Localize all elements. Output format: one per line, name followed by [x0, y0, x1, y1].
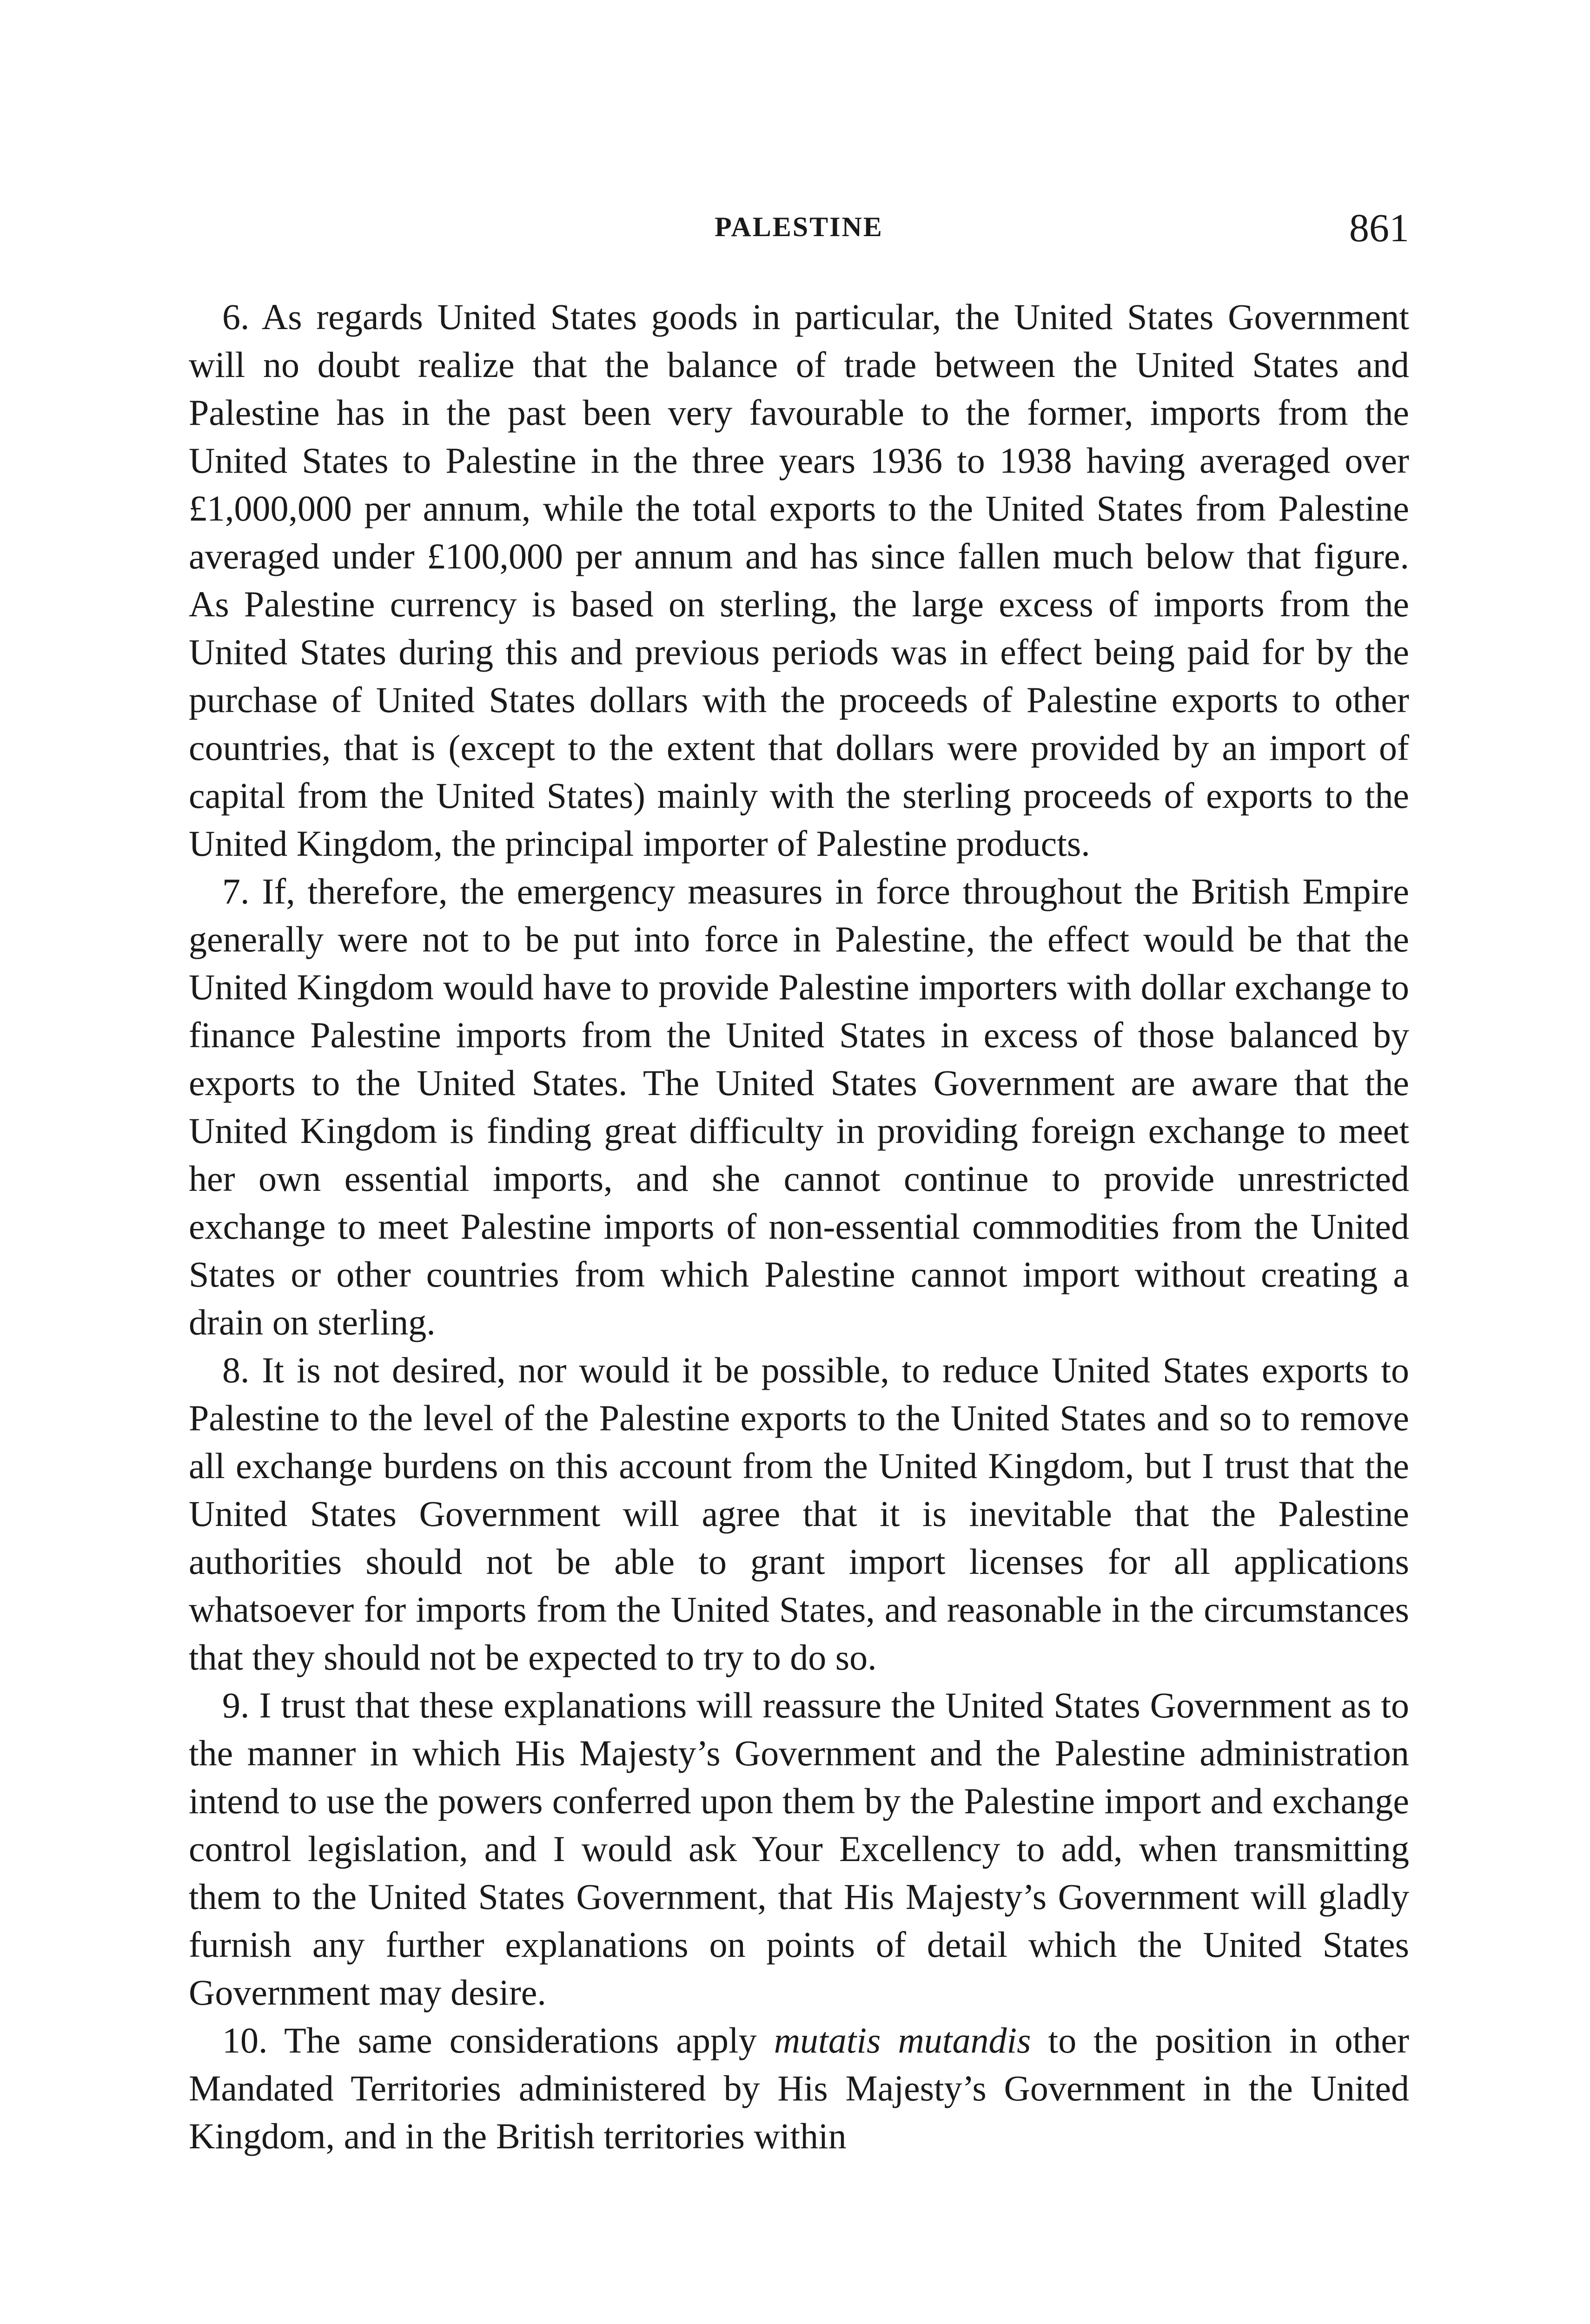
- paragraph-9: [189, 1681, 1409, 2016]
- paragraph-number: 9.: [222, 1685, 250, 1725]
- paragraph-number: 7.: [222, 871, 250, 911]
- paragraph-text: If, therefore, the emergency measures in force throughout the British Empire generally were not to be put into force in Palestine, the effect would be that the United Kingdom would have to provide Palestine importers with dollar exchange to finance Palestine imports from the United States in excess of those balanced by exports to the United States. The United States Government are aware that the United Kingdom is finding great difficulty in providing foreign exchange to meet her own essential imports, and she cannot continue to provide unrestricted exchange to meet Palestine imports of non-essential commodities from the United States or other countries from which Palestine cannot import without creating a drain on sterling.: [189, 871, 1409, 1342]
- paragraph-number: 6.: [222, 297, 250, 337]
- body-text: [189, 293, 1409, 2160]
- paragraph-10: [189, 2016, 1409, 2160]
- running-title: PALESTINE: [715, 211, 883, 242]
- paragraph-text-before: The same considerations apply: [284, 2020, 757, 2060]
- paragraph-text-after: to the position in other Mandated Territories administered by His Majesty’s Government in the United Kingdom, and in the British territories within: [189, 2020, 1409, 2156]
- paragraph-number: 10.: [222, 2020, 268, 2060]
- paragraph-text: I trust that these explanations will reassure the United States Government as to the manner in which His Majesty’s Government and the Palestine administration intend to use the powers conferred upon them by the Palestine import and exchange control legislation, and I would ask Your Excellency to add, when transmitting them to the United States Government, that His Majesty’s Government will gladly furnish any further explanations on points of detail which the United States Government may desire.: [189, 1685, 1410, 2013]
- paragraph-text: As regards United States goods in particular, the United States Government will no doubt realize that the balance of trade between the United States and Palestine has in the past been very favourable to the former, imports from the United States to Palestine in the three years 1936 to 1938 having averaged over £1,000,000 per annum, while the total exports to the United States from Palestine averaged under £100,000 per annum and has since fallen much below that figure. As Palestine currency is based on sterling, the large excess of imports from the United States during this and previous periods was in effect being paid for by the purchase of United States dollars with the proceeds of Palestine exports to other countries, that is (except to the extent that dollars were provided by an import of capital from the United States) mainly with the sterling proceeds of exports to the United Kingdom, the principal importer of Palestine products.: [189, 297, 1409, 864]
- page-number: 861: [1349, 205, 1409, 250]
- paragraph-7: [189, 867, 1409, 1346]
- paragraph-text: It is not desired, nor would it be possible, to reduce United States exports to Palestine to the level of the Palestine exports to the United States and so to remove all exchange burdens on this account from the United Kingdom, but I trust that the United States Government will agree that it is inevitable that the Palestine authorities should not be able to grant import licenses for all applications whatsoever for imports from the United States, and reasonable in the circumstances that they should not be expected to try to do so.: [189, 1350, 1410, 1677]
- paragraph-8: [189, 1346, 1409, 1681]
- paragraph-6: [189, 293, 1409, 867]
- running-head: [189, 205, 1409, 256]
- paragraph-number: 8.: [222, 1350, 250, 1390]
- latin-phrase: mutatis mutandis: [774, 2020, 1031, 2060]
